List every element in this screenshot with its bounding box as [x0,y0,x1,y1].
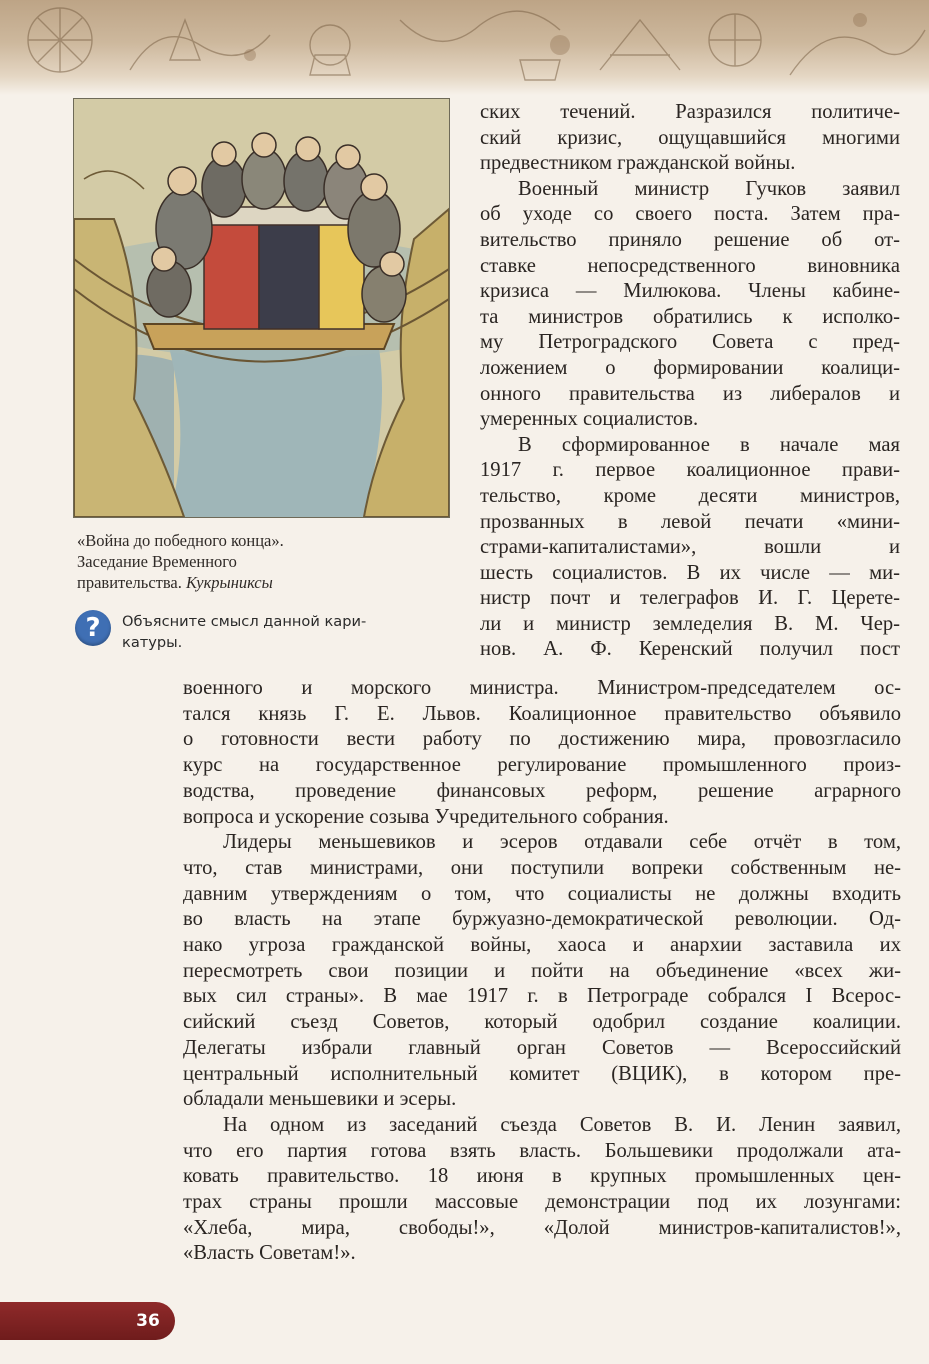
text-line: водства, проведение финансовых реформ, решение аграрного [183,779,901,802]
question-icon: ? [75,610,111,646]
text-line: тался князь Г. Е. Львов. Коалиционное правительство объявило [183,702,901,725]
decorative-header-band [0,0,929,95]
text-line: На одном из заседаний съезда Советов В. И. Ленин заявил, [223,1113,901,1136]
text-line: о готовности вести работу по достижению мира, провозгласило [183,728,901,751]
text-line: предвестником гражданской войны. [480,152,796,175]
text-line: пересмотреть свои позиции и пойти на объединение «всех жи- [183,959,901,982]
text-column-right [480,100,900,663]
text-line: «Хлеба, мира, свободы!», «Долой министров-капиталистов!», [183,1216,901,1239]
caption-line: Заседание Временного [77,552,237,571]
text-line: ли и министр земледелия В. М. Чер- [480,612,900,635]
text-line: что его партия готова взять власть. Большевики продолжали ата- [183,1139,901,1162]
caption-line: «Война до победного конца». [77,531,284,550]
caricature-drawing [74,99,449,517]
text-line: ковать правительство. 18 июня в крупных промышленных цен- [183,1165,901,1188]
text-line: центральный исполнительный комитет (ВЦИК), в котором пре- [183,1062,901,1085]
caption-author: Кукрыниксы [186,573,273,592]
text-line: вых сил страны». В мае 1917 г. в Петрограде собрался I Всерос- [183,985,901,1008]
text-line: тельство, кроме десяти министров, [480,484,900,507]
text-line: умеренных социалистов. [480,408,699,431]
text-line: ставке непосредственного виновника [480,254,900,277]
header-sketch-illustration [0,0,929,95]
text-line: В сформированное в начале мая [518,433,900,456]
text-line: страми-капиталистами», вошли и [480,536,900,559]
text-line: «Власть Советам!». [183,1242,356,1265]
text-line: Делегаты избрали главный орган Советов — Всероссийский [183,1036,901,1059]
caricature-image [73,98,450,518]
text-line: вительство приняло решение об от- [480,228,900,251]
text-line: му Петроградского Совета с пред- [480,331,900,354]
text-line: что, став министрами, они поступили вопреки собственным не- [183,856,901,879]
text-line: Военный министр Гучков заявил [518,177,900,200]
question-line: катуры. [122,634,183,651]
figure-caption [77,530,437,593]
text-line: давним утверждениям о том, что социалисты не должны входить [183,882,901,905]
text-line: онного правительства из либералов и [480,382,900,405]
text-line: ский кризис, ощущавшийся многими [480,126,900,149]
text-line: нов. А. Ф. Керенский получил пост [480,638,900,661]
text-line: сийский съезд Советов, который одобрил создание коалиции. [183,1011,901,1034]
text-line: нако угроза гражданской войны, хаоса и анархии заставила их [183,934,901,957]
text-line: та министров обратились к исполко- [480,305,900,328]
text-line: во власть на этапе буржуазно-демократической революции. Од- [183,908,901,931]
text-line: Лидеры меньшевиков и эсеров отдавали себе отчёт в том, [223,831,901,854]
text-line: курс на государственное регулирование промышленного произ- [183,754,901,777]
question-line: Объясните смысл данной кари- [122,613,367,630]
text-line: об уходе со своего поста. Затем пра- [480,203,900,226]
text-line: вопроса и ускорение созыва Учредительного собрания. [183,805,669,828]
text-line: кризиса — Милюкова. Члены кабине- [480,280,900,303]
page-number: 36 [136,1311,160,1331]
caption-line [77,572,437,593]
text-line: военного и морского министра. Министром-председателем ос- [183,677,901,699]
question-text [122,611,452,653]
text-line: ложением о формировании коалици- [480,356,900,379]
text-line: ских течений. Разразился политиче- [480,101,900,123]
text-line: нистр почт и телеграфов И. Г. Церете- [480,587,900,610]
text-line: трах страны прошли массовые демонстрации под их лозунгами: [183,1191,901,1214]
text-line: шесть социалистов. В их числе — ми- [480,561,900,584]
text-line: 1917 г. первое коалиционное прави- [480,459,900,482]
text-line: прозванных в левой печати «мини- [480,510,900,533]
caption-line-text: правительства. [77,573,186,592]
text-full-width [183,676,901,1267]
text-line: обладали меньшевики и эсеры. [183,1088,457,1111]
